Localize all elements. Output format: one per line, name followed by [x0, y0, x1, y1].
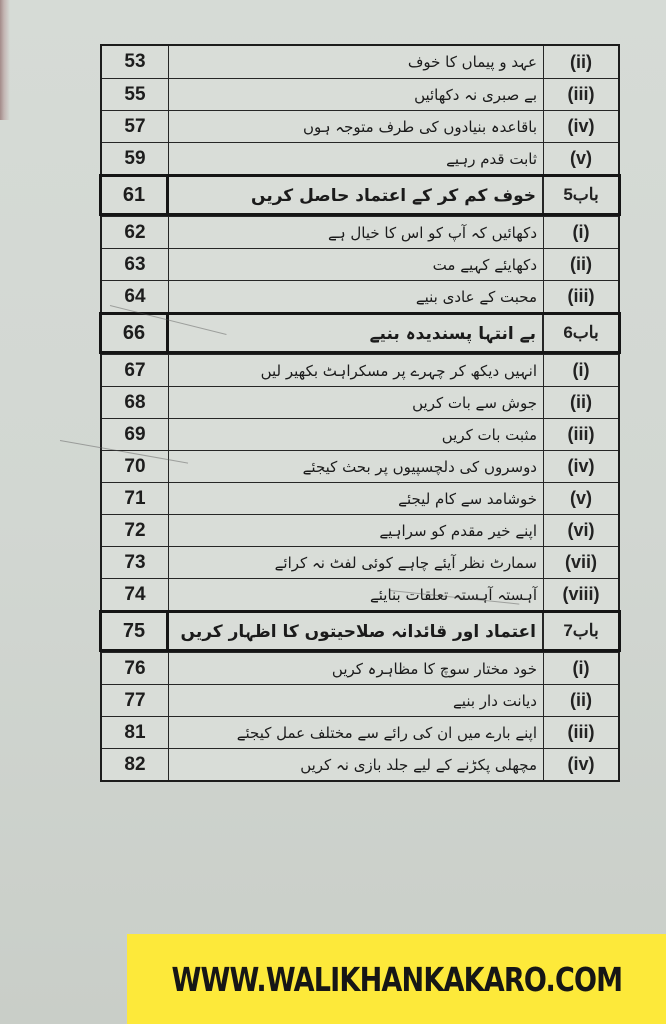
toc-section-row: [102, 142, 618, 174]
page-number: 67: [102, 355, 169, 386]
entry-label: (ii): [570, 690, 592, 710]
entry-title: ثابت قدم رہیے: [169, 143, 544, 174]
entry-label: (ii): [570, 254, 592, 274]
toc-section-row: [102, 248, 618, 280]
entry-title: بے انتہا پسندیدہ بنیے: [169, 315, 544, 351]
entry-label: (i): [572, 222, 590, 242]
toc-section-row: [102, 386, 618, 418]
toc-section-row: [102, 716, 618, 748]
toc-section-row: [102, 546, 618, 578]
entry-title: عہد و پیماں کا خوف: [169, 46, 544, 78]
page-number: 72: [102, 515, 169, 546]
page-number: 69: [102, 419, 169, 450]
website-banner: [127, 934, 666, 1024]
page-number: 71: [102, 483, 169, 514]
toc-section-row: [102, 578, 618, 610]
entry-label: (iii): [567, 424, 595, 444]
entry-label: باب6: [563, 323, 599, 342]
toc-section-row: [102, 216, 618, 248]
entry-label: (iii): [567, 84, 595, 104]
entry-title: باقاعدہ بنیادوں کی طرف متوجہ ہوں: [169, 111, 544, 142]
entry-label: (vii): [564, 552, 597, 572]
toc-section-row: [102, 482, 618, 514]
entry-label: باب5: [563, 185, 599, 204]
toc-chapter-row: [99, 610, 621, 652]
entry-title: خوشامد سے کام لیجئے: [169, 483, 544, 514]
entry-label: (i): [572, 360, 590, 380]
entry-label: (v): [570, 148, 592, 168]
page-number: 61: [102, 177, 169, 213]
toc-section-row: [102, 280, 618, 312]
entry-label: (iv): [567, 754, 595, 774]
table-of-contents: [100, 44, 620, 782]
entry-label: (iv): [567, 116, 595, 136]
entry-title: آہستہ آہستہ تعلقات بنایئے: [169, 579, 544, 610]
entry-label: (i): [572, 658, 590, 678]
page-number: 62: [102, 217, 169, 248]
entry-title: خوف کم کر کے اعتماد حاصل کریں: [169, 177, 544, 213]
toc-section-row: [102, 450, 618, 482]
page-number: 59: [102, 143, 169, 174]
page-number: 57: [102, 111, 169, 142]
entry-title: اپنے بارے میں ان کی رائے سے مختلف عمل کیجئے: [169, 717, 544, 748]
entry-title: مچھلی پکڑنے کے لیے جلد بازی نہ کریں: [169, 749, 544, 780]
toc-section-row: [102, 78, 618, 110]
page-number: 77: [102, 685, 169, 716]
page-number: 75: [102, 613, 169, 649]
entry-label: (iv): [567, 456, 595, 476]
entry-title: انہیں دیکھ کر چہرے پر مسکراہٹ بکھیر لیں: [169, 355, 544, 386]
toc-section-row: [102, 354, 618, 386]
toc-chapter-row: [99, 174, 621, 216]
page-number: 76: [102, 653, 169, 684]
entry-title: سمارٹ نظر آیئے چاہے کوئی لفٹ نہ کرائے: [169, 547, 544, 578]
toc-section-row: [102, 110, 618, 142]
entry-label: (viii): [562, 584, 600, 604]
page-number: 81: [102, 717, 169, 748]
page-number: 73: [102, 547, 169, 578]
entry-label: (v): [570, 488, 592, 508]
page-number: 74: [102, 579, 169, 610]
entry-label: (ii): [570, 392, 592, 412]
entry-title: مثبت بات کریں: [169, 419, 544, 450]
page-number: 82: [102, 749, 169, 780]
page-number: 70: [102, 451, 169, 482]
page-number: 63: [102, 249, 169, 280]
toc-section-row: [102, 418, 618, 450]
entry-title: دکھایئے کہیے مت: [169, 249, 544, 280]
entry-title: محبت کے عادی بنیے: [169, 281, 544, 312]
toc-section-row: [102, 46, 618, 78]
entry-label: (iii): [567, 722, 595, 742]
website-url: WWW.WALIKHANKAKARO.COM: [171, 959, 622, 999]
entry-title: دوسروں کی دلچسپیوں پر بحث کیجئے: [169, 451, 544, 482]
entry-title: دیانت دار بنیے: [169, 685, 544, 716]
toc-chapter-row: [99, 312, 621, 354]
entry-title: اپنے خیر مقدم کو سراہیے: [169, 515, 544, 546]
entry-title: خود مختار سوچ کا مظاہرہ کریں: [169, 653, 544, 684]
page-number: 55: [102, 79, 169, 110]
toc-section-row: [102, 748, 618, 780]
toc-section-row: [102, 514, 618, 546]
entry-label: باب7: [563, 621, 599, 640]
page-number: 64: [102, 281, 169, 312]
entry-label: (ii): [570, 51, 592, 72]
page-number: 66: [102, 315, 169, 351]
page-number: 68: [102, 387, 169, 418]
entry-title: جوش سے بات کریں: [169, 387, 544, 418]
toc-section-row: [102, 684, 618, 716]
entry-title: بے صبری نہ دکھائیں: [169, 79, 544, 110]
page-number: 53: [102, 46, 169, 78]
page-binding-edge: [0, 0, 10, 120]
entry-title: دکھائیں کہ آپ کو اس کا خیال ہے: [169, 217, 544, 248]
entry-label: (iii): [567, 286, 595, 306]
entry-title: اعتماد اور قائدانہ صلاحیتوں کا اظہار کریں: [169, 613, 544, 649]
toc-section-row: [102, 652, 618, 684]
entry-label: (vi): [567, 520, 595, 540]
